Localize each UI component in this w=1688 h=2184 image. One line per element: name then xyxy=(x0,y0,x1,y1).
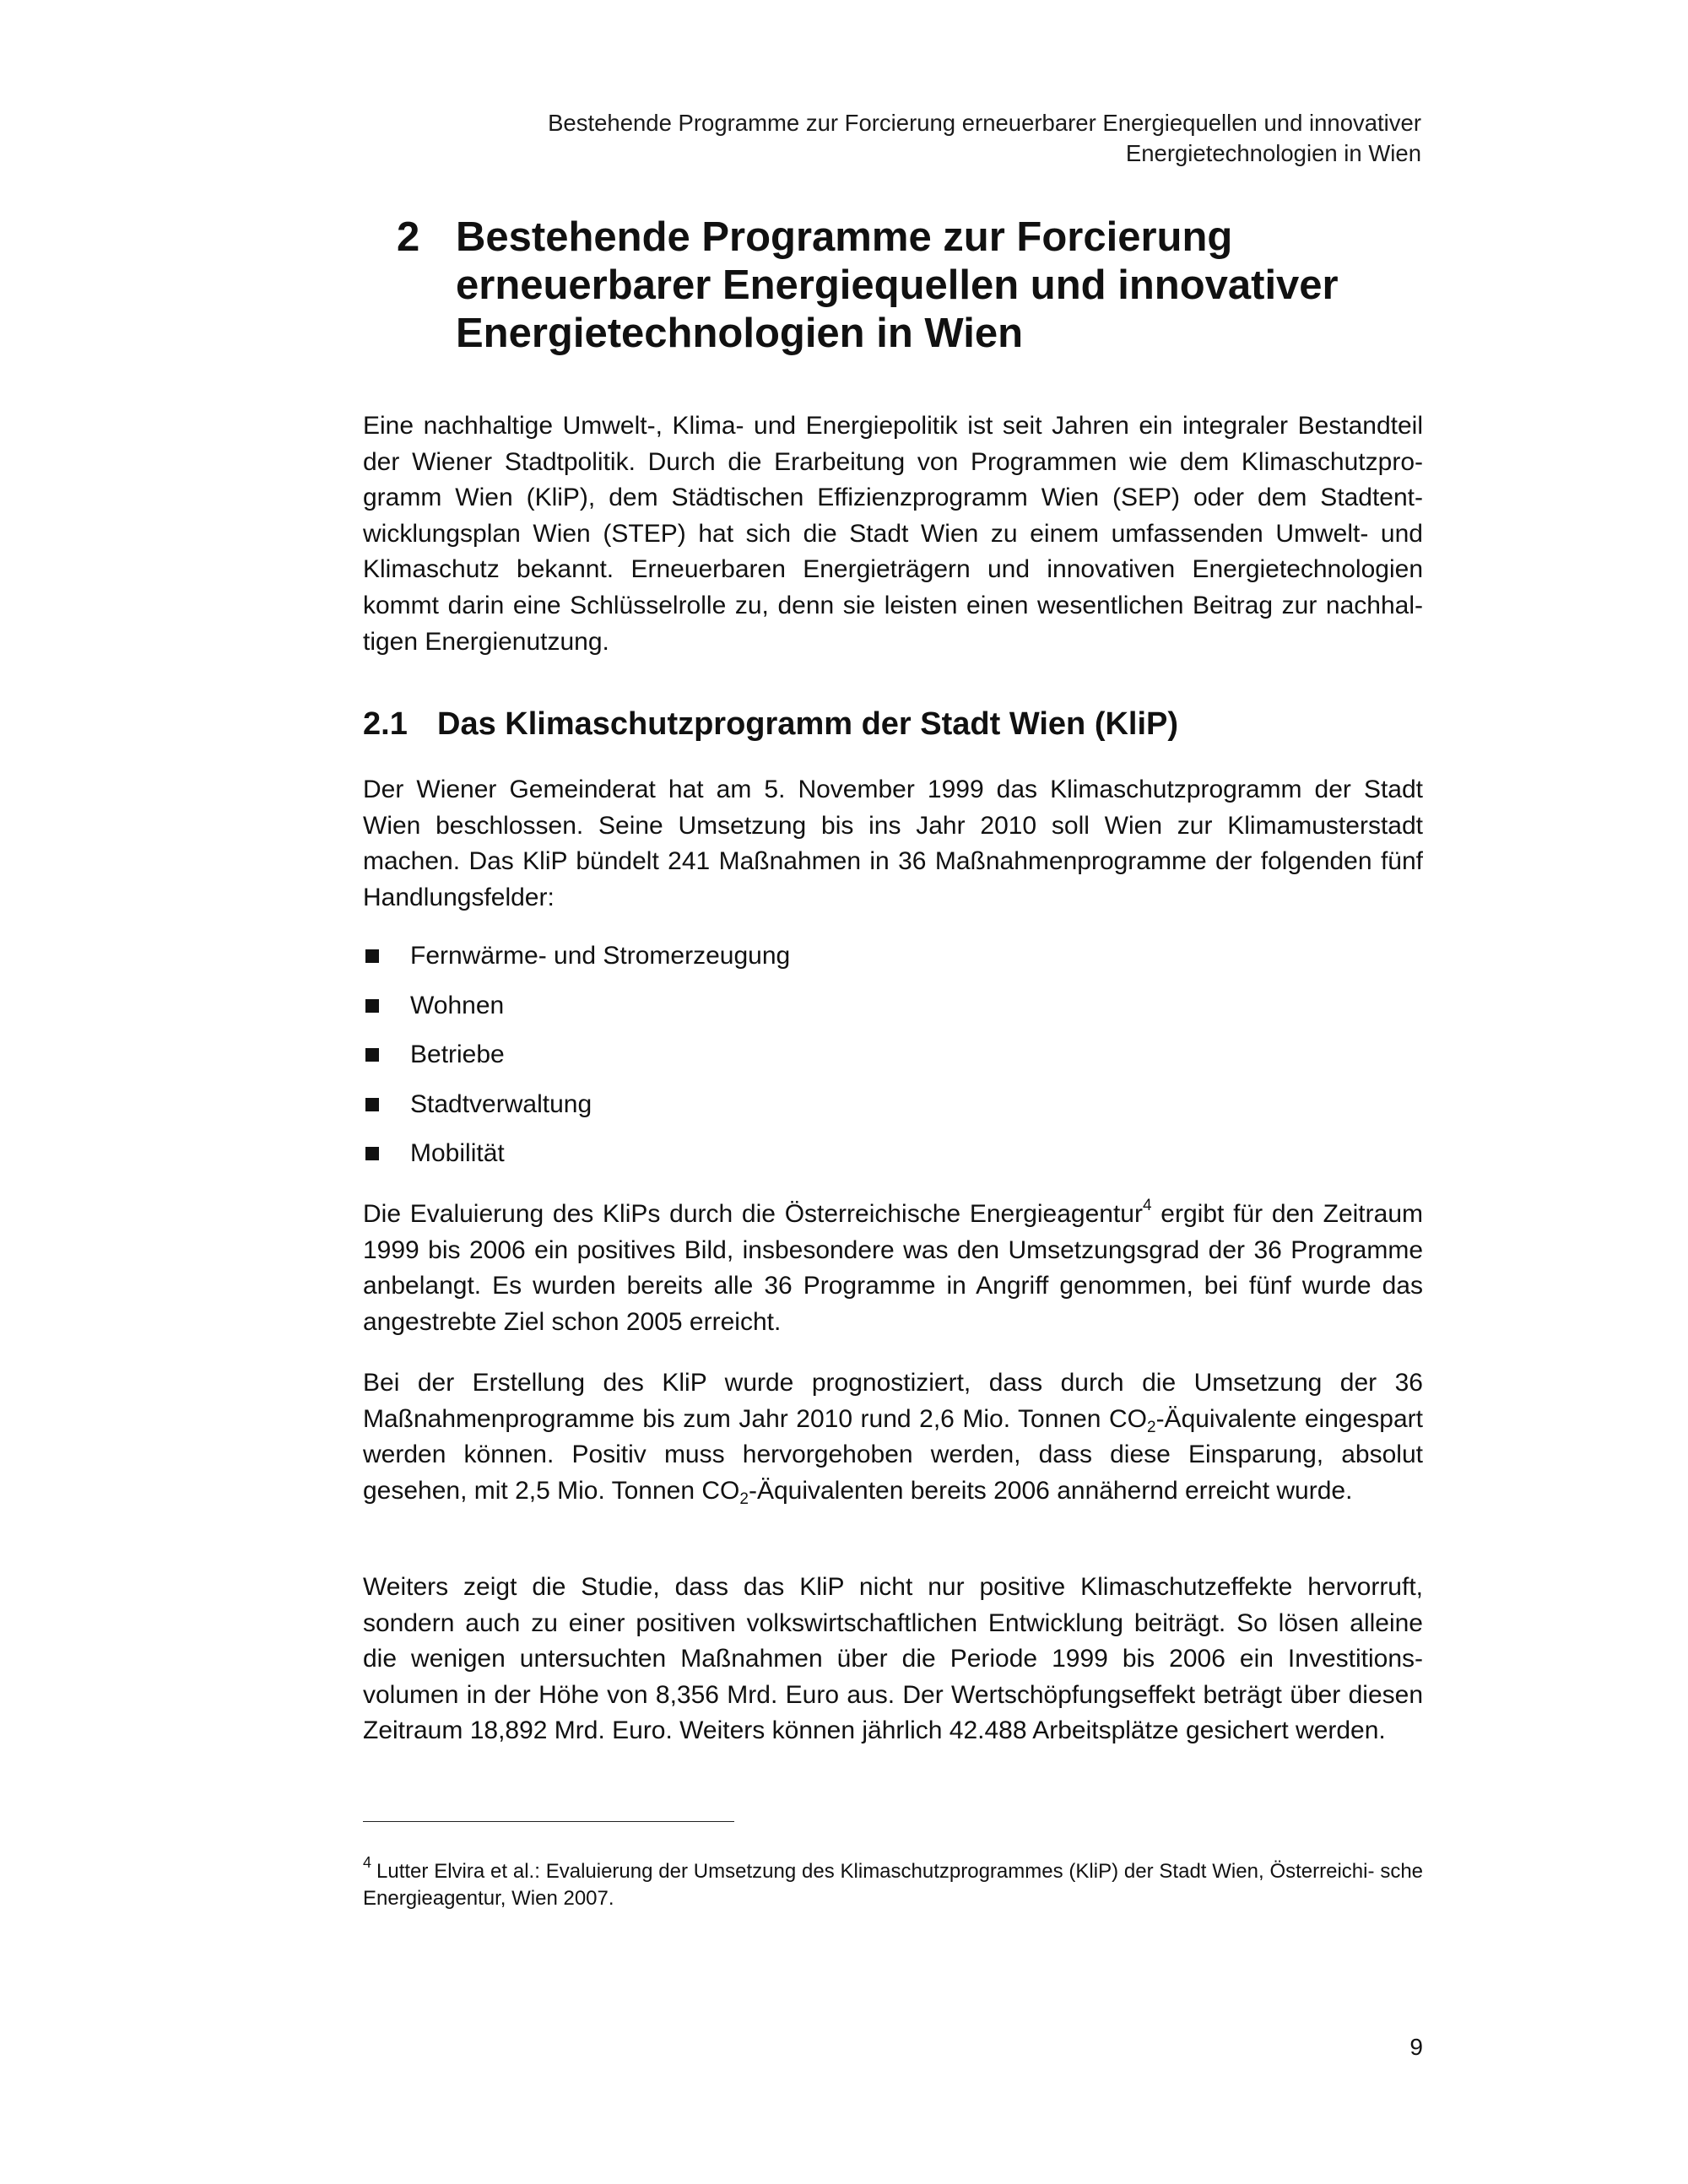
text-line: Der Wiener Gemeinderat hat am 5. November 1999 das Klimaschutzprogramm der Stadt xyxy=(363,776,1423,803)
action-fields-list xyxy=(363,938,790,1186)
text-line: Eine nachhaltige Umwelt-, Klima- und Energiepolitik ist seit Jahren ein integraler Bestandteil xyxy=(363,412,1423,440)
square-bullet-icon xyxy=(365,1098,379,1111)
text-line: machen. Das KliP bündelt 241 Maßnahmen in 36 Maßnahmenprogramme der folgenden xyxy=(363,847,1372,876)
footnote-text: sche Energieagentur, Wien 2007. xyxy=(363,1860,1424,1910)
evaluation-paragraph xyxy=(363,1197,1423,1340)
prognosis-paragraph xyxy=(363,1365,1423,1509)
square-bullet-icon xyxy=(365,1147,379,1160)
footnote xyxy=(363,1854,1424,1912)
text-line: werden. xyxy=(1296,1716,1386,1745)
list-item-label: Wohnen xyxy=(410,991,505,1019)
text-line: sondern auch zu einer positiven volkswirtschaftlichen Entwicklung beiträgt. So lösen alleine xyxy=(363,1608,1423,1637)
text-line: wurde. xyxy=(1276,1476,1353,1505)
page-number: 9 xyxy=(1409,2034,1423,2060)
chapter-title-line: Energietechnologien in Wien xyxy=(456,311,1024,356)
chapter-title-line: erneuerbarer Energiequellen und innovativer xyxy=(456,262,1339,308)
list-item xyxy=(363,1087,790,1137)
square-bullet-icon xyxy=(365,1048,379,1062)
text-line: Weiters zeigt die Studie, dass das KliP nicht nur positive Klimaschutzeffekte hervorruft, xyxy=(363,1573,1423,1601)
text-line: -Äquivalenten bereits 2006 annähernd erreicht xyxy=(748,1476,1270,1505)
footnote-text: Lutter Elvira et al.: Evaluierung der Umsetzung des Klimaschutzprogrammes (KliP) der Stadt Wien, Österreichi- xyxy=(376,1860,1375,1883)
subscript: 2 xyxy=(739,1489,749,1508)
list-item-label: Mobilität xyxy=(410,1139,505,1167)
text-line: der Wiener Stadtpolitik. Durch die Erarbeitung von Programmen wie dem Klimaschutzpro- xyxy=(363,447,1423,476)
text-line: diesen Zeitraum 18,892 Mrd. Euro. Weiters können jährlich 42.488 Arbeitsplätze gesichert xyxy=(363,1680,1423,1745)
text-line: anbelangt. Es wurden bereits alle 36 Programme in Angriff genommen, bei fünf wurde das xyxy=(363,1272,1423,1300)
footnote-marker: 4 xyxy=(363,1854,372,1871)
text-line: Bei der Erstellung des KliP wurde prognostiziert, dass durch die Umsetzung der 36 xyxy=(363,1369,1423,1397)
footnote-reference: 4 xyxy=(1142,1197,1152,1214)
text-line: wicklungsplan Wien (STEP) hat sich die Stadt Wien zu einem umfassenden Umwelt- und xyxy=(363,519,1423,548)
section-number: 2.1 xyxy=(363,706,408,742)
list-item-label: Stadtverwaltung xyxy=(410,1089,592,1118)
text-line: volumen in der Höhe von 8,356 Mrd. Euro aus. Der Wertschöpfungseffekt beträgt über xyxy=(363,1680,1341,1709)
text-line: kommt darin eine Schlüsselrolle zu, denn sie leisten einen wesentlichen Beitrag zur nachhal- xyxy=(363,591,1423,619)
text-line: fünf Handlungsfelder: xyxy=(363,847,1423,911)
text-line: Die Evaluierung des KliPs durch die Österreichische Energieagentur xyxy=(363,1200,1143,1228)
running-header-line: Bestehende Programme zur Forcierung erneuerbarer Energiequellen und innovativer xyxy=(548,110,1421,136)
chapter-title-line: Bestehende Programme zur Forcierung xyxy=(456,214,1233,260)
klip-intro-paragraph xyxy=(363,772,1423,916)
list-item xyxy=(363,1037,790,1087)
intro-paragraph xyxy=(363,408,1423,660)
study-paragraph xyxy=(363,1570,1423,1749)
text-line: gramm Wien (KliP), dem Städtischen Effizienzprogramm Wien (SEP) oder dem Stadtent- xyxy=(363,484,1423,512)
square-bullet-icon xyxy=(365,999,379,1013)
text-line: Wien beschlossen. Seine Umsetzung bis ins Jahr 2010 soll Wien zur Klimamusterstadt xyxy=(363,811,1423,840)
section-title: Das Klimaschutzprogramm der Stadt Wien (KliP) xyxy=(437,706,1179,742)
list-item-label: Betriebe xyxy=(410,1041,505,1068)
text-line: 1999 bis 2006 ein positives Bild, insbesondere was den Umsetzungsgrad der 36 Programme xyxy=(363,1235,1423,1264)
running-header-line: Energietechnologien in Wien xyxy=(1125,140,1421,166)
text-line: die wenigen untersuchten Maßnahmen über die Periode 1999 bis 2006 ein Investitions- xyxy=(363,1645,1423,1673)
text-line: ergibt für den Zeitraum xyxy=(1151,1200,1423,1228)
text-line: tigen Energienutzung. xyxy=(363,627,609,656)
text-line: Maßnahmenprogramme bis zum Jahr 2010 rund 2,6 Mio. Tonnen CO xyxy=(363,1404,1147,1433)
text-line: Klimaschutz bekannt. Erneuerbaren Energieträgern und innovativen Energietechnologien xyxy=(363,555,1423,584)
chapter-number: 2 xyxy=(397,214,420,260)
square-bullet-icon xyxy=(365,949,379,963)
section-heading xyxy=(363,705,1178,743)
text-line: -Äquivalente xyxy=(1155,1404,1297,1433)
list-item xyxy=(363,1136,790,1186)
chapter-title xyxy=(456,214,1384,358)
running-header xyxy=(360,108,1421,169)
subscript: 2 xyxy=(1146,1418,1156,1436)
list-item-label: Fernwärme- und Stromerzeugung xyxy=(410,942,791,970)
list-item xyxy=(363,938,790,988)
text-line: eingespart werden können. Positiv muss hervorgehoben werden, dass diese Einsparung, xyxy=(363,1404,1423,1469)
text-line: absolut gesehen, mit 2,5 Mio. Tonnen CO xyxy=(363,1441,1423,1505)
list-item xyxy=(363,988,790,1038)
text-line: angestrebte Ziel schon 2005 erreicht. xyxy=(363,1307,782,1336)
footnote-divider xyxy=(363,1821,734,1822)
